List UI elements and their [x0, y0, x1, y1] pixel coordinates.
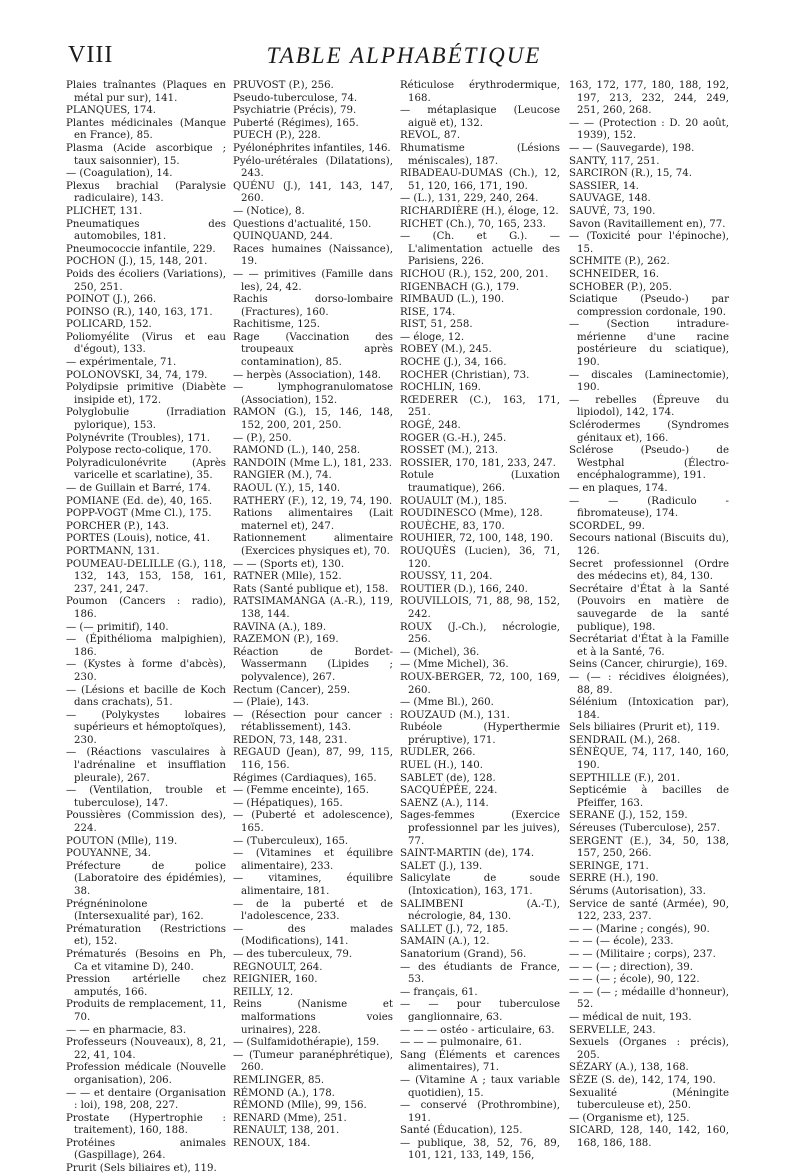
index-entry: — des malades (Modifications), 141.: [233, 923, 393, 948]
index-entry: Sels biliaires (Prurit et), 119.: [569, 722, 720, 734]
index-entry: — (Tuberculeux), 165.: [233, 835, 349, 847]
index-entry: Prostate (Hypertrophie : traitement), 160, 188.: [66, 1112, 226, 1137]
index-entry: — (Vitamine A ; taux variable quotidien), 15.: [400, 1074, 560, 1099]
index-entry: RICHET (Ch.), 70, 165, 233.: [400, 218, 546, 230]
index-entry: — de la puberté et de l'adolescence, 233.: [233, 898, 393, 923]
index-entry: SAMAIN (A.), 12.: [400, 936, 490, 948]
index-entry: Plasma (Acide ascorbique ; taux saisonnier), 15.: [66, 142, 226, 167]
index-entry: Sciatique (Pseudo-) par compression cordonale, 190.: [569, 294, 729, 318]
index-entry: RÉMOND (A.), 178.: [233, 1087, 335, 1099]
index-entry: Poumon (Cancers : radio), 186.: [66, 596, 226, 620]
index-entry: RÉMOND (Mlle), 99, 156.: [233, 1100, 367, 1112]
index-entry: — (Polykystes lobaires supérieurs et hémoptoïques), 230.: [66, 709, 226, 746]
index-entry: QUINQUAND, 244.: [233, 231, 333, 243]
index-entry: — (Hépatiques), 165.: [233, 797, 343, 809]
index-entry: — — en pharmacie, 83.: [66, 1024, 187, 1036]
index-entry: — (Tumeur paranéphrétique), 260.: [233, 1049, 393, 1074]
index-entry: PUECH (P.), 228.: [233, 130, 321, 142]
index-entry: SALET (J.), 139.: [400, 860, 483, 872]
index-entry: Polydipsie primitive (Diabète insipide et), 172.: [66, 382, 226, 406]
index-entry: REILLY, 12.: [233, 986, 294, 998]
index-entry: ROBEY (M.), 245.: [400, 344, 492, 356]
index-entry: Rachis dorso-lombaire (Fractures), 160.: [233, 294, 393, 318]
index-entry: — de Guillain et Barré, 174.: [66, 483, 211, 494]
index-entry: Profession médicale (Nouvelle organisation), 206.: [66, 1062, 226, 1086]
index-entry: PLICHET, 131.: [66, 205, 143, 217]
index-entry: RUDLER, 266.: [400, 747, 476, 759]
index-entry: POPP-VOGT (Mme Cl.), 175.: [66, 508, 212, 520]
index-entry: RAZEMON (P.), 169.: [233, 634, 339, 646]
index-entry: Rationnement alimentaire (Exercices physiques et), 70.: [233, 533, 393, 557]
index-entry: Prématurés (Besoins en Ph, Ca et vitamine D), 240.: [66, 948, 226, 973]
index-entry: SÉNÈQUE, 74, 117, 140, 160, 190.: [569, 747, 729, 772]
index-entry: — (Épithélioma malpighien), 186.: [66, 634, 226, 658]
index-entry: ROUVILLOIS, 71, 88, 98, 152, 242.: [400, 596, 560, 620]
index-entry: SERGENT (E.), 34, 50, 138, 157, 250, 266.: [569, 835, 729, 860]
index-entry: — expérimentale, 71.: [66, 357, 177, 369]
index-entry: Professeurs (Nouveaux), 8, 21, 22, 41, 104.: [66, 1037, 226, 1061]
index-entry: SCORDEL, 99.: [569, 520, 645, 532]
index-entry: Sages-femmes (Exercice professionnel par les juives), 77.: [400, 810, 560, 847]
index-entry: — (Michel), 36.: [400, 646, 480, 658]
index-column-3: [400, 80, 560, 1162]
index-entry: RANDOIN (Mme L.), 181, 233.: [233, 457, 393, 469]
index-entry: SAUVAGE, 148.: [569, 193, 651, 205]
index-entry: RAMOND (L.), 140, 258.: [233, 445, 361, 457]
index-entry: — en plaques, 174.: [569, 483, 668, 494]
index-entry: Pression artérielle chez amputés, 166.: [66, 974, 226, 998]
index-entry: — publique, 38, 52, 76, 89, 101, 121, 133, 149, 156,: [400, 1137, 560, 1162]
index-entry: — — — ostéo - articulaire, 63.: [400, 1024, 555, 1036]
index-entry: — (Plaie), 143.: [233, 697, 310, 709]
index-entry: — (Ch. et G.). — L'alimentation actuelle des Parisiens, 226.: [400, 231, 560, 268]
index-entry: — (Réactions vasculaires à l'adrénaline et insufflation pleurale), 267.: [66, 747, 226, 784]
index-entry: — — (Sauvegarde), 198.: [569, 142, 695, 154]
index-entry: QUÉNU (J.), 141, 143, 147, 260.: [233, 180, 393, 205]
index-column-4: [569, 80, 729, 1149]
index-entry: Prégnéninolone (Intersexualité par), 162.: [66, 898, 204, 923]
index-entry: Sanatorium (Grand), 56.: [400, 948, 527, 960]
index-entry: RŒDERER (C.), 163, 171, 251.: [400, 394, 560, 419]
index-entry: SEPTHILLE (F.), 201.: [569, 772, 681, 784]
index-entry: Septicémie à bacilles de Pfeiffer, 163.: [569, 785, 729, 809]
index-entry: Sérums (Autorisation), 33.: [569, 886, 706, 897]
index-entry: SACQUÉPÉE, 224.: [400, 785, 498, 797]
index-entry: Sélénium (Intoxication par), 184.: [569, 697, 729, 721]
index-entry: — médical de nuit, 193.: [569, 1011, 692, 1023]
index-entry: POINSO (R.), 140, 163, 171.: [66, 306, 213, 318]
index-entry: — (— : récidives éloignées), 88, 89.: [569, 671, 729, 696]
index-entry: Polynévrite (Troubles), 171.: [66, 432, 210, 444]
index-entry: — des étudiants de France, 53.: [400, 961, 560, 986]
index-entry: POLONOVSKI, 34, 74, 179.: [66, 369, 208, 381]
index-entry: Régimes (Cardiaques), 165.: [233, 772, 377, 784]
index-entry: — — (Protection : D. 20 août, 1939), 152.: [569, 117, 729, 142]
index-entry: — (Toxicité pour l'épinoche), 15.: [569, 231, 729, 255]
index-entry: SÈZE (S. de), 142, 174, 190.: [569, 1074, 716, 1086]
index-entry: — des tuberculeux, 79.: [233, 948, 353, 960]
index-entry: RAMON (G.), 15, 146, 148, 152, 200, 201, 250.: [233, 407, 393, 432]
index-entry: Secours national (Biscuits du), 126.: [569, 533, 729, 557]
index-entry: RATNER (Mlle), 152.: [233, 571, 342, 583]
index-entry: PORCHER (P.), 143.: [66, 520, 170, 532]
index-entry: REGNOULT, 264.: [233, 961, 323, 973]
index-entry: SASSIER, 14.: [569, 180, 639, 192]
page-number: VIII: [68, 42, 114, 68]
index-entry: SAENZ (A.), 114.: [400, 797, 489, 809]
index-entry: SAUVÉ, 73, 190.: [569, 205, 656, 217]
index-entry: SCHMITE (P.), 262.: [569, 256, 670, 268]
index-entry: Races humaines (Naissance), 19.: [233, 243, 393, 268]
index-entry: RIGENBACH (G.), 179.: [400, 281, 520, 293]
index-entry: Rotule (Luxation traumatique), 266.: [400, 470, 560, 494]
index-entry: RISE, 174.: [400, 306, 456, 318]
index-columns: [66, 80, 746, 1175]
index-entry: Pyélonéphrites infantiles, 146.: [233, 142, 391, 154]
index-entry: ROUZAUD (M.), 131.: [400, 709, 510, 721]
index-entry: Poliomyélite (Virus et eau d'égout), 133.: [66, 331, 226, 356]
index-entry: Pneumococcie infantile, 229.: [66, 243, 216, 255]
index-entry: — (P.), 250.: [233, 432, 292, 444]
index-entry: Seins (Cancer, chirurgie), 169.: [569, 659, 728, 671]
index-entry: Rhumatisme (Lésions méniscales), 187.: [400, 142, 560, 167]
index-entry: RATHERY (F.), 12, 19, 74, 190.: [233, 495, 393, 507]
index-entry: — — — pulmonaire, 61.: [400, 1037, 522, 1049]
index-entry: POMIANE (Ed. de), 40, 165.: [66, 495, 213, 507]
index-entry: ROUX (J.-Ch.), nécrologie, 256.: [400, 621, 560, 646]
index-entry: RICHARDIÈRE (H.), éloge, 12.: [400, 205, 559, 217]
index-entry: — (Lésions et bacille de Koch dans crachats), 51.: [66, 684, 226, 709]
index-entry: SÉZARY (A.), 138, 168.: [569, 1062, 689, 1074]
index-entry: ROGÉ, 248.: [400, 420, 461, 432]
index-entry: — (Mme Michel), 36.: [400, 659, 509, 671]
index-entry: POUTON (Mlle), 119.: [66, 835, 178, 847]
index-column-1: [66, 80, 226, 1175]
index-entry: — éloge, 12.: [400, 331, 465, 343]
page-title: TABLE ALPHABÉTIQUE: [266, 43, 542, 68]
index-entry: SAINT-MARTIN (de), 174.: [400, 848, 535, 860]
index-entry: — (Sulfamidothérapie), 159.: [233, 1037, 380, 1049]
index-entry: Polyglobulie (Irradiation pylorique), 153.: [66, 407, 226, 432]
index-entry: RENOUX, 184.: [233, 1137, 311, 1149]
index-entry: — vitamines, équilibre alimentaire, 181.: [233, 873, 393, 897]
index-entry: Plaies traînantes (Plaques en métal pur sur), 141.: [66, 80, 226, 104]
index-entry: — conservé (Prothrombine), 191.: [400, 1100, 560, 1124]
index-entry: POUMEAU-DELILLE (G.), 118, 132, 143, 153, 158, 161, 237, 241, 247.: [66, 558, 226, 595]
index-entry: Plantes médicinales (Manque en France), 85.: [66, 117, 226, 142]
index-entry: PORTMANN, 131.: [66, 545, 160, 557]
index-entry: — (Mme Bl.), 260.: [400, 697, 494, 709]
index-entry: Secrétariat d'État à la Famille et à la Santé, 76.: [569, 634, 729, 658]
index-entry: Poids des écoliers (Variations), 250, 251.: [66, 268, 226, 293]
index-entry: SABLET (de), 128.: [400, 772, 496, 784]
index-entry: Service de santé (Armée), 90, 122, 233, 237.: [569, 898, 729, 923]
index-entry: ROUAULT (M.), 185.: [400, 495, 507, 507]
index-entry: Plexus brachial (Paralysie radiculaire), 143.: [66, 180, 226, 205]
index-entry: Polyradiculonévrite (Après varicelle et scarlatine), 35.: [66, 457, 226, 482]
index-entry: ROUX-BERGER, 72, 100, 169, 260.: [400, 671, 560, 696]
index-entry: Sang (Éléments et carences alimentaires), 71.: [400, 1049, 560, 1074]
index-entry: PLANQUES, 174.: [66, 105, 157, 117]
index-entry: Préfecture de police (Laboratoire des épidémies), 38.: [66, 860, 226, 897]
index-entry: ROGER (G.-H.), 245.: [400, 432, 507, 444]
index-entry: REGAUD (Jean), 87, 99, 115, 116, 156.: [233, 747, 393, 772]
index-entry: ROCHE (J.), 34, 166.: [400, 357, 507, 369]
index-entry: — lymphogranulomatose (Association), 152.: [233, 382, 393, 406]
index-entry: — (Vitamines et équilibre alimentaire), 233.: [233, 848, 393, 872]
index-entry: RAVINA (A.), 189.: [233, 621, 327, 633]
index-entry: REDON, 73, 148, 231.: [233, 734, 348, 746]
index-entry: ROSSIER, 170, 181, 233, 247.: [400, 457, 556, 469]
index-entry: POINOT (J.), 266.: [66, 294, 157, 306]
page-header: [68, 42, 740, 76]
index-entry: — — (Radiculo - fibromateuse), 174.: [569, 495, 729, 520]
index-entry: — (Coagulation), 14.: [66, 168, 173, 180]
index-entry: — (Organisme et), 125.: [569, 1112, 690, 1124]
index-entry: SCHNEIDER, 16.: [569, 268, 659, 280]
index-entry: — (Notice), 8.: [233, 205, 305, 217]
index-entry: — — (— ; école), 90, 122.: [569, 974, 700, 986]
index-entry: — herpès (Association), 148.: [233, 369, 382, 381]
index-entry: POUYANNE, 34.: [66, 848, 152, 860]
index-entry: ROCHER (Christian), 73.: [400, 369, 530, 381]
index-entry: — rebelles (Épreuve du lipiodol), 142, 174.: [569, 394, 729, 419]
index-entry: RAOUL (Y.), 15, 140.: [233, 483, 341, 494]
index-entry: Santé (Éducation), 125.: [400, 1125, 523, 1137]
index-entry: — — et dentaire (Organisation : loi), 198, 208, 227.: [66, 1087, 226, 1112]
index-entry: SERRE (H.), 190.: [569, 873, 659, 885]
index-entry: — — (— ; médaille d'honneur), 52.: [569, 986, 729, 1011]
index-entry: Rubéole (Hyperthermie préruptive), 171.: [400, 722, 560, 746]
index-entry: RIMBAUD (L.), 190.: [400, 294, 505, 306]
index-entry: Protéines animales (Gaspillage), 264.: [66, 1137, 226, 1162]
index-entry: — (L.), 131, 229, 240, 264.: [400, 193, 539, 205]
index-entry: ROUDINESCO (Mme), 128.: [400, 508, 543, 520]
index-entry: Poussières (Commission des), 224.: [66, 810, 226, 835]
index-entry: RIBADEAU-DUMAS (Ch.), 12, 51, 120, 166, 171, 190.: [400, 168, 560, 192]
index-entry: REIGNIER, 160.: [233, 974, 318, 986]
index-entry: Salicylate de soude (Intoxication), 163, 171.: [400, 873, 560, 897]
index-entry: RENAULT, 138, 201.: [233, 1125, 340, 1137]
index-entry: — (Puberté et adolescence), 165.: [233, 810, 393, 835]
index-entry: Prurit (Sels biliaires et), 119.: [66, 1163, 217, 1175]
index-entry: Polypose recto-colique, 170.: [66, 445, 212, 457]
index-entry: SCHOBER (P.), 205.: [569, 281, 672, 293]
index-entry: Sexuels (Organes : précis), 205.: [569, 1037, 729, 1061]
index-entry: Réaction de Bordet-Wassermann (Lipides ; polyvalence), 267.: [233, 646, 393, 683]
index-entry: SALIMBENI (A.-T.), nécrologie, 84, 130.: [400, 898, 560, 923]
index-entry: — français, 61.: [400, 986, 478, 998]
index-entry: Sexualité (Méningite tuberculeuse et), 250.: [569, 1087, 729, 1112]
index-entry: — — pour tuberculose ganglionnaire, 63.: [400, 999, 560, 1023]
index-entry: ROCHLIN, 169.: [400, 382, 481, 394]
index-entry: — (Ventilation, trouble et tuberculose), 147.: [66, 785, 226, 809]
index-entry: — (— primitif), 140.: [66, 621, 169, 633]
index-entry: ROUQUÈS (Lucien), 36, 71, 120.: [400, 545, 560, 570]
index-entry: Sclérose (Pseudo-) de Westphal (Électro-encéphalogramme), 191.: [569, 445, 729, 482]
index-column-2: [233, 80, 393, 1149]
index-entry: RENARD (Mme), 251.: [233, 1112, 347, 1124]
index-entry: Rectum (Cancer), 259.: [233, 684, 351, 696]
index-entry: Produits de remplacement, 11, 70.: [66, 999, 226, 1023]
index-entry: ROUHIER, 72, 100, 148, 190.: [400, 533, 554, 545]
index-entry: Prématuration (Restrictions et), 152.: [66, 923, 226, 948]
index-entry: — — (Militaire ; corps), 237.: [569, 948, 716, 960]
index-entry: SANTY, 117, 251.: [569, 155, 660, 167]
index-entry: — — (Sports et), 130.: [233, 558, 345, 570]
index-entry: PRUVOST (P.), 256.: [233, 80, 334, 91]
index-entry: Rachitisme, 125.: [233, 319, 320, 331]
index-entry: — métaplasique (Leucose aiguë et), 132.: [400, 105, 560, 129]
index-entry: Pseudo-tuberculose, 74.: [233, 92, 358, 104]
index-entry: ROUTIER (D.), 166, 240.: [400, 583, 528, 595]
index-entry: RANGIER (M.), 74.: [233, 470, 332, 482]
index-entry: SALLET (J.), 72, 185.: [400, 923, 509, 935]
index-entry: Secrétaire d'État à la Santé (Pouvoirs en matière de sauvegarde de la santé publique), 198.: [569, 583, 729, 633]
index-entry: SICARD, 128, 140, 142, 160, 168, 186, 188.: [569, 1125, 729, 1149]
index-entry: Rations alimentaires (Lait maternel et), 247.: [233, 508, 393, 532]
index-entry: Séreuses (Tuberculose), 257.: [569, 823, 720, 835]
index-entry: Sclérodermes (Syndromes génitaux et), 166.: [569, 420, 729, 444]
index-entry: Questions d'actualité, 150.: [233, 218, 372, 230]
index-entry: SERINGE, 171.: [569, 860, 649, 872]
index-entry: ROUÈCHE, 83, 170.: [400, 520, 505, 532]
index-entry: SERVELLE, 243.: [569, 1024, 656, 1036]
index-entry: Reins (Nanisme et malformations voies urinaires), 228.: [233, 999, 393, 1036]
index-entry: RATSIMAMANGA (A.-R.), 119, 138, 144.: [233, 596, 393, 620]
index-entry: SARCIRON (R.), 15, 74.: [569, 168, 692, 180]
index-entry: Psychiatrie (Précis), 79.: [233, 105, 357, 117]
index-entry: 163, 172, 177, 180, 188, 192, 197, 213, 232, 244, 249, 251, 260, 268.: [569, 80, 729, 117]
index-entry: Rage (Vaccination des troupeaux après contamination), 85.: [233, 331, 393, 369]
index-entry: — discales (Laminectomie), 190.: [569, 369, 729, 394]
index-entry: RUEL (H.), 140.: [400, 760, 483, 772]
index-entry: REMLINGER, 85.: [233, 1074, 325, 1086]
index-entry: — (Section intradure-mérienne d'une racine postérieure du sciatique), 190.: [569, 319, 729, 369]
index-entry: Secret professionnel (Ordre des médecins et), 84, 130.: [569, 558, 729, 583]
index-entry: — — (— ; direction), 39.: [569, 961, 694, 973]
index-entry: Réticulose érythrodermique, 168.: [400, 80, 560, 104]
index-entry: Pneumatiques des automobiles, 181.: [66, 218, 226, 243]
index-entry: Rats (Santé publique et), 158.: [233, 583, 389, 595]
index-entry: Puberté (Régimes), 165.: [233, 117, 359, 129]
index-entry: POLICARD, 152.: [66, 319, 152, 331]
index-entry: RICHOU (R.), 152, 200, 201.: [400, 268, 549, 280]
index-entry: REVOL, 87.: [400, 130, 461, 142]
index-entry: Savon (Ravitaillement en), 77.: [569, 218, 726, 230]
index-entry: Pyélo-urétérales (Dilatations), 243.: [233, 155, 393, 180]
index-entry: ROUSSY, 11, 204.: [400, 571, 493, 583]
index-entry: — — (Marine ; congés), 90.: [569, 923, 710, 935]
index-entry: SERANE (J.), 152, 159.: [569, 810, 688, 822]
index-entry: — — (— école), 233.: [569, 936, 674, 948]
index-entry: ROSSET (M.), 213.: [400, 445, 499, 457]
index-entry: — — primitives (Famille dans les), 24, 42.: [233, 268, 393, 293]
index-entry: POCHON (J.), 15, 148, 201.: [66, 256, 208, 268]
index-entry: RIST, 51, 258.: [400, 319, 473, 331]
index-entry: SENDRAIL (M.), 268.: [569, 734, 681, 746]
index-entry: — (Résection pour cancer : rétablissement), 143.: [233, 709, 393, 734]
index-entry: PORTES (Louis), notice, 41.: [66, 533, 210, 545]
index-entry: — (Femme enceinte), 165.: [233, 785, 369, 797]
index-entry: — (Kystes à forme d'abcès), 230.: [66, 659, 226, 683]
